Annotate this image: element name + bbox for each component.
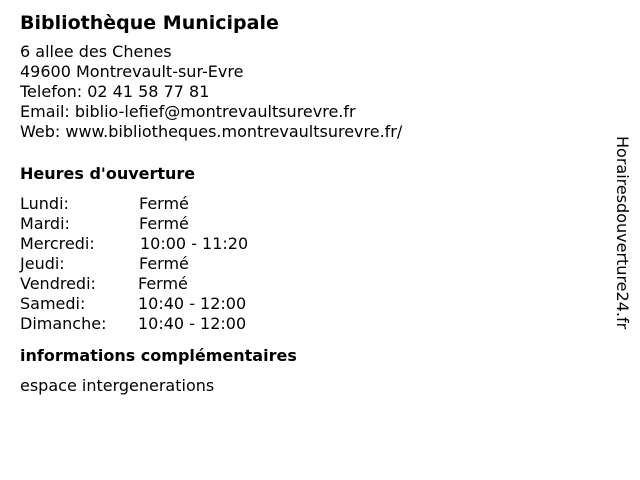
address-phone: Telefon: 02 41 58 77 81 <box>20 82 210 101</box>
hours-day-label: Lundi: <box>20 194 69 213</box>
page-title: Bibliothèque Municipale <box>20 12 279 34</box>
hours-day-label: Jeudi: <box>20 254 65 273</box>
site-watermark: Horairesdouverture24.fr <box>613 136 632 330</box>
hours-day-label: Vendredi: <box>20 274 96 293</box>
hours-day-label: Mardi: <box>20 214 70 233</box>
hours-day-label: Mercredi: <box>20 234 95 253</box>
address-email: Email: biblio-lefief@montrevaultsurevre.fr <box>20 102 356 121</box>
main-content <box>20 10 580 396</box>
hours-day-value: Fermé <box>139 214 189 233</box>
hours-table <box>20 194 580 334</box>
hours-row-saturday <box>20 294 580 314</box>
hours-row-tuesday <box>20 214 580 234</box>
hours-row-friday <box>20 274 580 294</box>
hours-row-wednesday <box>20 234 580 254</box>
hours-heading: Heures d'ouverture <box>20 164 196 183</box>
hours-day-value: Fermé <box>138 274 188 293</box>
hours-day-value: 10:00 - 11:20 <box>140 234 249 253</box>
address-city: 49600 Montrevault-sur-Evre <box>20 62 244 81</box>
hours-row-thursday <box>20 254 580 274</box>
address-street: 6 allee des Chenes <box>20 42 172 61</box>
hours-day-value: 10:40 - 12:00 <box>138 314 247 333</box>
hours-day-label: Dimanche: <box>20 314 107 333</box>
address-block <box>20 42 580 142</box>
info-heading: informations complémentaires <box>20 346 297 365</box>
address-web: Web: www.bibliotheques.montrevaultsurevre.fr/ <box>20 122 403 141</box>
info-text: espace intergenerations <box>20 376 215 395</box>
hours-day-value: 10:40 - 12:00 <box>138 294 247 313</box>
hours-day-value: Fermé <box>139 194 189 213</box>
hours-row-sunday <box>20 314 580 334</box>
hours-row-monday <box>20 194 580 214</box>
hours-day-label: Samedi: <box>20 294 86 313</box>
hours-day-value: Fermé <box>139 254 189 273</box>
